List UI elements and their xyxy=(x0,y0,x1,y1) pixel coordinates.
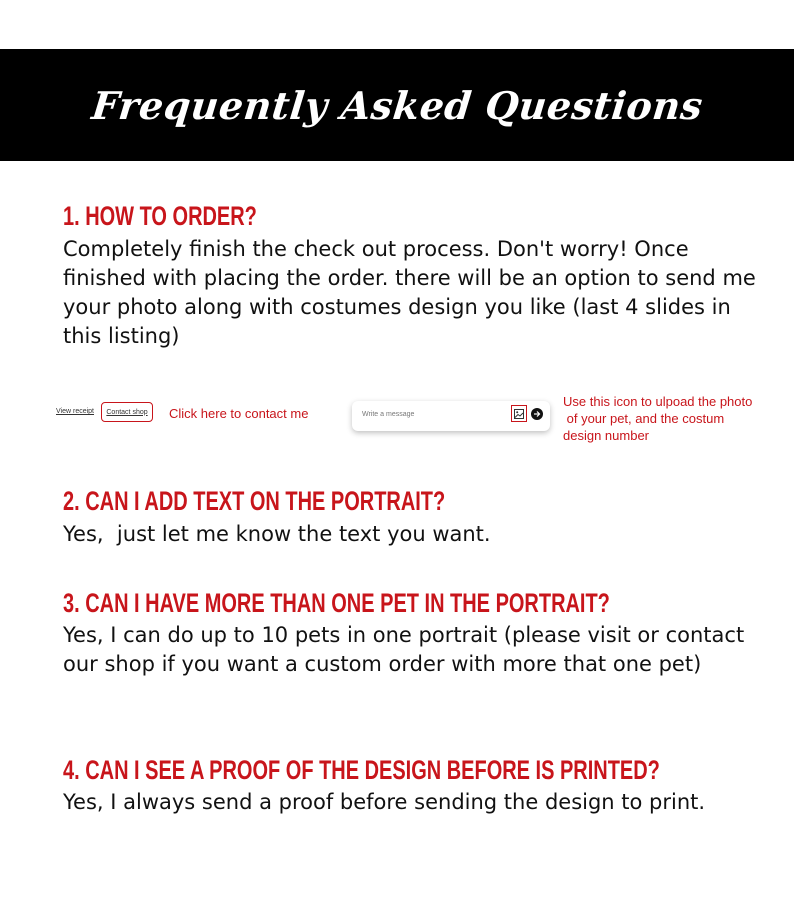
header-banner xyxy=(0,49,794,161)
view-receipt-link[interactable]: View receipt xyxy=(56,408,95,415)
contact-shop-button[interactable] xyxy=(101,402,153,422)
image-upload-icon xyxy=(514,409,524,419)
contact-hint: Click here to contact me xyxy=(169,406,309,421)
send-arrow-icon xyxy=(533,410,541,418)
contact-shop-label: Contact shop xyxy=(106,408,148,416)
contact-instructions xyxy=(0,380,794,450)
faq-question-2: 2. CAN I ADD TEXT ON THE PORTRAIT? xyxy=(63,486,446,516)
send-button[interactable] xyxy=(531,408,543,420)
faq-question-1: 1. HOW TO ORDER? xyxy=(63,201,257,231)
page-title: Frequently Asked Questions xyxy=(89,82,705,128)
message-placeholder: Write a message xyxy=(362,411,415,418)
faq-answer-3: Yes, I can do up to 10 pets in one portrait (please visit or contact our shop if you want a custom order with more that one pet) xyxy=(63,623,745,676)
faq-answer-2: Yes, just let me know the text you want. xyxy=(63,522,491,546)
faq-question-4: 4. CAN I SEE A PROOF OF THE DESIGN BEFORE IS PRINTED? xyxy=(63,755,660,785)
upload-note-line: of your pet, and the costum xyxy=(563,411,725,426)
message-input[interactable] xyxy=(352,401,550,431)
upload-instructions xyxy=(563,393,778,444)
upload-note-line: design number xyxy=(563,428,649,443)
faq-answer-4: Yes, I always send a proof before sending the design to print. xyxy=(63,790,706,814)
faq-answer-1: Completely finish the check out process. Don't worry! Once finished with placing the order. there will be an option to send me your photo along with costumes design you like (last 4 slides in this listing) xyxy=(63,237,756,348)
faq-question-3: 3. CAN I HAVE MORE THAN ONE PET IN THE PORTRAIT? xyxy=(63,588,610,618)
image-upload-button[interactable] xyxy=(511,405,527,422)
upload-note-line: Use this icon to ulpoad the photo xyxy=(563,394,753,409)
